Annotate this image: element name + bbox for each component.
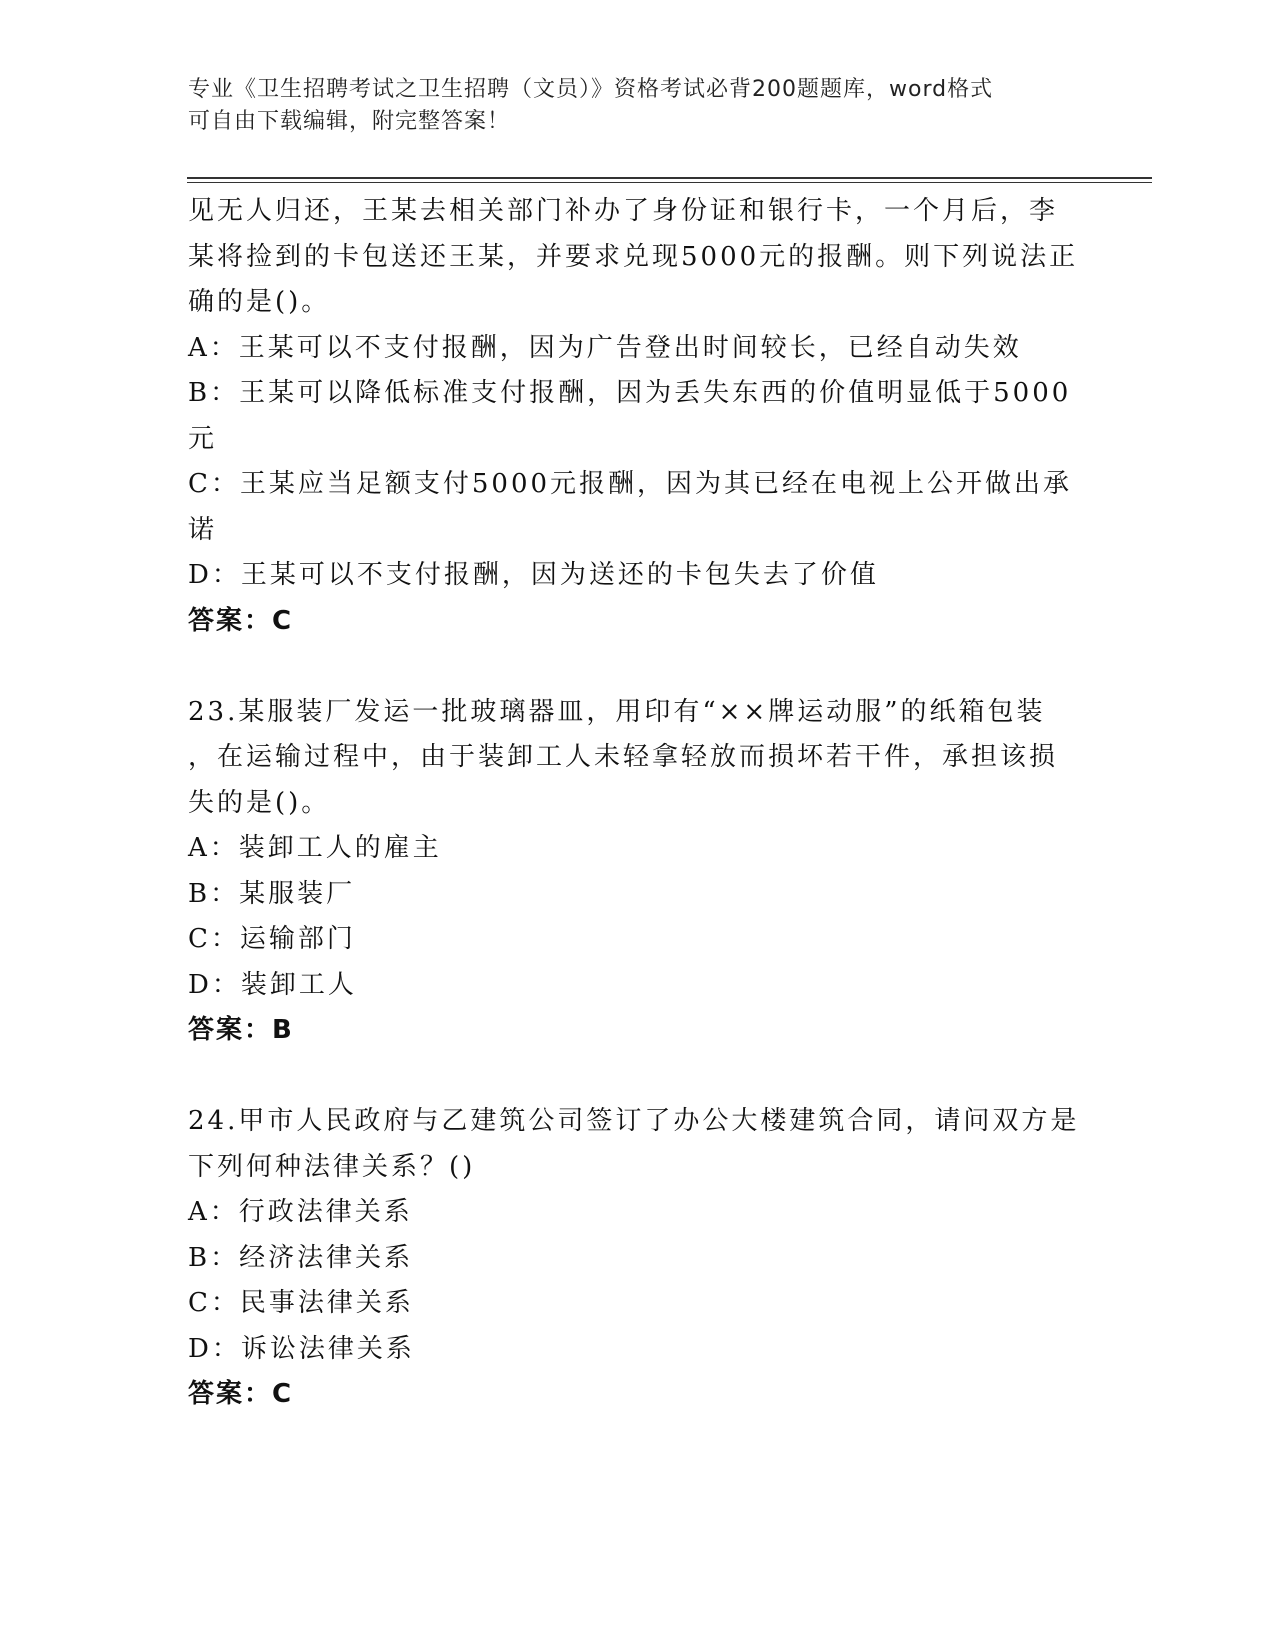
- answer-label: 答案：C: [188, 1379, 294, 1409]
- option-b-continued: 元: [188, 423, 218, 454]
- question-text-line: 23.某服装厂发运一批玻璃器皿，用印有“××牌运动服”的纸箱包装: [188, 696, 1046, 727]
- option-a: A：行政法律关系: [188, 1197, 413, 1227]
- question-text-line: 24.甲市人民政府与乙建筑公司签订了办公大楼建筑合同，请问双方是: [188, 1106, 1080, 1136]
- question-text-line: 某将捡到的卡包送还王某，并要求兑现5000元的报酬。则下列说法正: [188, 241, 1079, 272]
- option-c: C：运输部门: [188, 924, 356, 954]
- header-rule-thick: [187, 177, 1152, 179]
- answer-label: 答案：C: [188, 605, 294, 636]
- question-22: [188, 189, 1088, 644]
- answer-label: 答案：B: [188, 1015, 294, 1045]
- header-title-line-1: 专业《卫生招聘考试之卫生招聘（文员）》资格考试必背200题题库，word格式: [188, 77, 994, 102]
- option-d: D：王某可以不支付报酬，因为送还的卡包失去了价值: [188, 560, 879, 590]
- question-text-line: 失的是()。: [188, 787, 331, 818]
- option-d: D：装卸工人: [188, 969, 357, 1000]
- option-b: B：某服装厂: [188, 878, 356, 909]
- question-24: [188, 1099, 1088, 1418]
- document-header: [188, 74, 1068, 138]
- option-a: A：装卸工人的雇主: [188, 833, 442, 863]
- option-b: B：经济法律关系: [188, 1242, 414, 1273]
- question-text-line: 确的是()。: [188, 287, 331, 317]
- option-c: C：王某应当足额支付5000元报酬，因为其已经在电视上公开做出承: [188, 469, 1073, 499]
- option-a: A：王某可以不支付报酬，因为广告登出时间较长，已经自动失效: [188, 332, 1022, 363]
- option-d: D：诉讼法律关系: [188, 1333, 415, 1364]
- question-spacer: [188, 644, 1088, 690]
- header-rule-thin: [187, 182, 1152, 183]
- question-23: [188, 690, 1088, 1054]
- option-c-continued: 诺: [188, 514, 218, 545]
- question-spacer: [188, 1054, 1088, 1100]
- option-b: B：王某可以降低标准支付报酬，因为丢失东西的价值明显低于5000: [188, 378, 1072, 408]
- option-c: C：民事法律关系: [188, 1288, 414, 1318]
- question-content: [188, 189, 1088, 1418]
- question-text-line: 下列何种法律关系？(): [188, 1151, 476, 1182]
- header-title-line-2: 可自由下载编辑，附完整答案！: [188, 109, 511, 134]
- question-text-line: ，在运输过程中，由于装卸工人未轻拿轻放而损坏若干件，承担该损: [188, 742, 1059, 772]
- question-text-line: 见无人归还，王某去相关部门补办了身份证和银行卡，一个月后，李: [188, 196, 1059, 226]
